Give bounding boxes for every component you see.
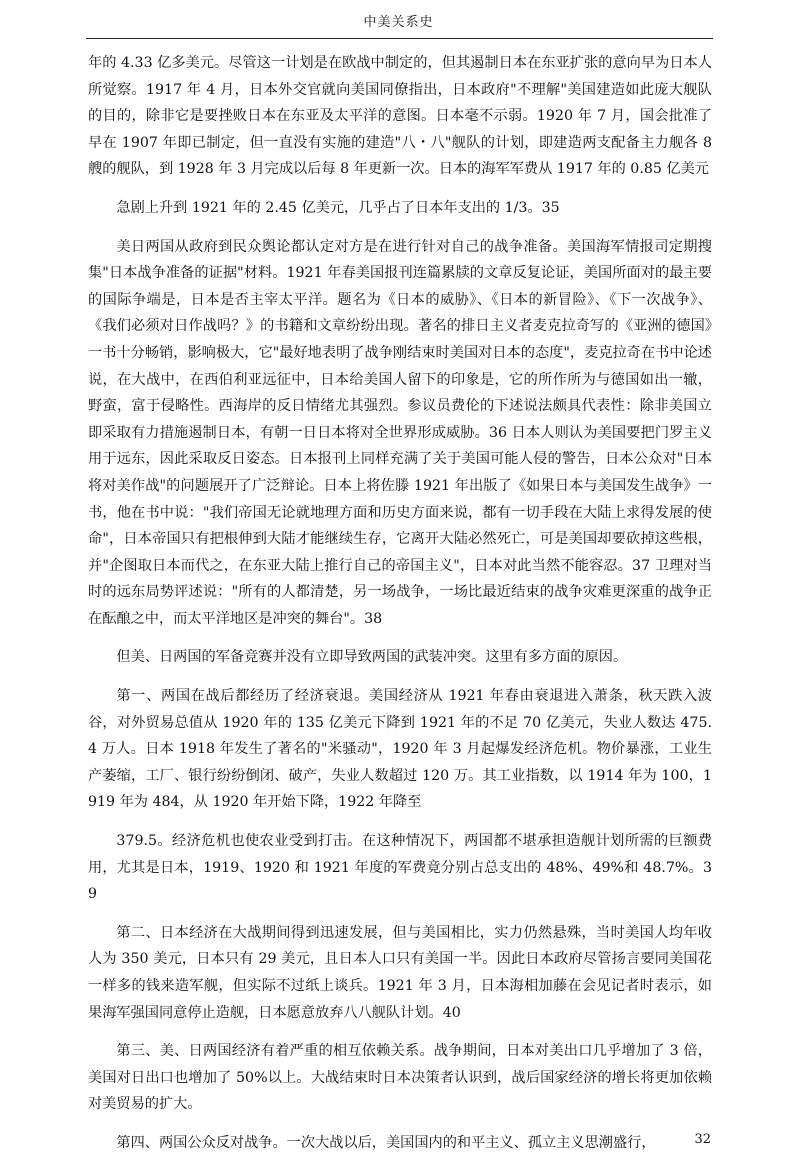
paragraph-6: 379.5。经济危机也使农业受到打击。在这种情况下，两国都不堪承担造舰计划所需的巨额费用，尤其是日本，1919、1920 和 1921 年度的军费竟分别占总支出的 48%、49%和 48.7%。39	[88, 833, 712, 903]
paragraph-9: 第四、两国公众反对战争。一次大战以后，美国国内的和平主义、孤立主义思潮盛行，	[116, 1134, 656, 1151]
paragraph-7: 第二、日本经济在大战期间得到迅速发展，但与美国相比，实力仍然悬殊，当时美国人均年收人为 350 美元，日本只有 29 美元，且日本人口只有美国一半。因此日本政府尽管扬言要同美国花一样多的钱来造军舰，但实际不过纸上谈兵。1921 年 3 月，日本海相加藤在会见记者时表示，如果海军强国同意停止造舰，日本愿意放弃八八舰队计划。40	[88, 924, 712, 1021]
paragraph-4: 但美、日两国的军备竞赛并没有立即导致两国的武装冲突。这里有多方面的原因。	[116, 649, 628, 666]
paragraph-3: 美日两国从政府到民众舆论都认定对方是在进行针对自己的战争准备。美国海军情报司定期搜集"日本战争准备的证据"材料。1921 年春美国报刊连篇累牍的文章反复论证，美国所面对的最主要的国际争端是，日本是否主宰太平洋。题名为《日本的威胁》、《日本的新冒险》、《下一次战争》、《我们必须对日作战吗？》的书籍和文章纷纷出现。著名的排日主义者麦克拉奇写的《亚洲的德国》一书十分畅销，影响极大，它"最好地表明了战争刚结束时美国对日本的态度"，麦克拉奇在书中论述说，在大战中，在西伯利亚远征中，日本给美国人留下的印象是，它的所作所为与德国如出一辙，野蛮，富于侵略性。西海岸的反日情绪尤其强烈。参议员费伦的下述说法颇具代表性：除非美国立即采取有力措施遏制日本，有朝一日日本将对全世界形成威胁。36 日本人则认为美国要把门罗主义用于远东，因此采取反日姿态。日本报刊上同样充满了关于美国可能人侵的警告，日本公众对"日本将对美作战"的问题展开了广泛辩论。日本上将佐滕 1921 年出版了《如果日本与美国发生战争》一书，他在书中说："我们帝国无论就地理方面和历史方面来说，都有一切手段在大陆上求得发展的使命"，日本帝国只有把根伸到大陆才能继续生存，它离开大陆必然死亡，可是美国却要砍掉这些根，并"企图取日本而代之，在东亚大陆上推行自己的帝国主义"，日本对此当然不能容忍。37 卫理对当时的远东局势评述说："所有的人都清楚，另一场战争，一场比最近结束的战争灾难更深重的战争正在酝酿之中，而太平洋地区是冲突的舞台"。38	[88, 238, 712, 627]
paragraph-5: 第一、两国在战后都经历了经济衰退。美国经济从 1921 年春由衰退进入萧条，秋天跌入波谷，对外贸易总值从 1920 年的 135 亿美元下降到 1921 年的不足 70 亿美元，失业人数达 475.4 万人。日本 1918 年发生了著名的"米骚动"，1920 年 3 月起爆发经济危机。物价暴涨，工业生产萎缩，工厂、银行纷纷倒闭、破产，失业人数超过 120 万。其工业指数，以 1914 年为 100，1919 年为 484，从 1920 年开始下降，1922 年降至	[88, 688, 712, 811]
header-divider	[86, 38, 713, 39]
page-number: 32	[694, 1132, 711, 1147]
paragraph-2: 急剧上升到 1921 年的 2.45 亿美元，几乎占了日本年支出的 1/3。35	[116, 199, 560, 216]
running-header-title: 中美关系史	[363, 15, 434, 30]
page-body	[88, 50, 712, 1169]
paragraph-1: 年的 4.33 亿多美元。尽管这一计划是在欧战中制定的，但其遏制日本在东亚扩张的意向早为日本人所觉察。1917 年 4 月，日本外交官就向美国同僚指出，日本政府"不理解"美国建造如此庞大舰队的目的，除非它是要挫败日本在东亚及太平洋的意图。日本毫不示弱。1920 年 7 月，国会批准了早在 1907 年即已制定，但一直没有实施的建造"八・八"舰队的计划，即建造两支配备主力舰各 8 艘的舰队，到 1928 年 3 月完成以后每 8 年更新一次。日本的海军军费从 1917 年的 0.85 亿美元	[88, 55, 712, 178]
paragraph-8: 第三、美、日两国经济有着严重的相互依赖关系。战争期间，日本对美出口几乎增加了 3 倍，美国对日出口也增加了 50%以上。大战结束时日本决策者认识到，战后国家经济的增长将更加依赖对美贸易的扩大。	[88, 1043, 712, 1113]
